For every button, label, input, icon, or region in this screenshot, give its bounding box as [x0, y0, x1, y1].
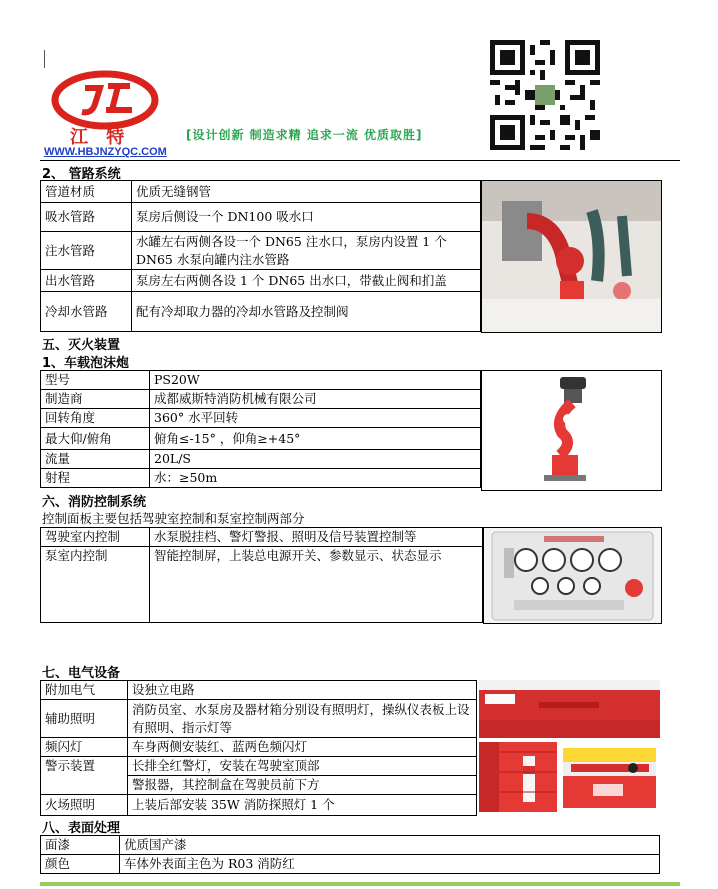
row-value: 配有冷却取力器的冷却水管路及控制阀	[132, 292, 481, 332]
row-label: 频闪灯	[41, 738, 128, 757]
row-value: 水：≥50m	[150, 469, 481, 488]
truck-lights-photo	[479, 680, 660, 738]
row-value: 俯角≤-15° ，仰角≥+45°	[150, 428, 481, 450]
table-row	[41, 232, 481, 270]
row-value: 水罐左右两侧各设一个 DN65 注水口，泵房内设置 1 个 DN65 水泵向罐内注水管路	[132, 232, 481, 270]
brand-name: 江 特	[70, 127, 131, 148]
pipe-table	[40, 180, 481, 332]
row-value: 智能控制屏，上装总电源开关、参数显示、状态显示	[150, 547, 483, 623]
row-label: 制造商	[41, 390, 150, 409]
row-value: 泵房后侧设一个 DN100 吸水口	[132, 203, 481, 232]
table-row	[41, 681, 477, 700]
website-link[interactable]: WWW.HBJNZYQC.COM	[44, 146, 167, 158]
foam-cannon-table	[40, 370, 481, 488]
row-label: 冷却水管路	[41, 292, 132, 332]
row-value: 长排全红警灯，安装在驾驶室顶部	[128, 757, 477, 776]
row-value: 优质无缝钢管	[132, 181, 481, 203]
row-label: 附加电气	[41, 681, 128, 700]
row-label: 警示装置	[41, 757, 128, 795]
row-value: 优质国产漆	[120, 836, 660, 855]
table-row	[41, 450, 481, 469]
row-value: 车身两侧安装红、蓝两色频闪灯	[128, 738, 477, 757]
row-label: 吸水管路	[41, 203, 132, 232]
row-label: 面漆	[41, 836, 120, 855]
table-row	[41, 203, 481, 232]
row-value: 泵房左右两侧各设 1 个 DN65 出水口，带截止阀和扪盖	[132, 270, 481, 292]
row-value: 警报器，其控制盒在驾驶员前下方	[128, 776, 477, 795]
section-title-surface: 八、表面处理	[42, 821, 121, 836]
row-label: 最大仰/俯角	[41, 428, 150, 450]
row-label: 射程	[41, 469, 150, 488]
section-title-pipe: 2、 管路系统	[42, 167, 121, 182]
control-table	[40, 527, 483, 623]
row-value: 360° 水平回转	[150, 409, 481, 428]
row-label: 注水管路	[41, 232, 132, 270]
table-row	[41, 181, 481, 203]
row-label: 出水管路	[41, 270, 132, 292]
table-row	[41, 547, 483, 623]
row-value: 消防员室、水泵房及器材箱分别设有照明灯，操纵仪表板上设有照明、指示灯等	[128, 700, 477, 738]
text-cursor	[44, 50, 45, 68]
row-value: 设独立电路	[128, 681, 477, 700]
row-value: 20L/S	[150, 450, 481, 469]
table-row	[41, 795, 477, 816]
row-label: 型号	[41, 371, 150, 390]
table-row	[41, 292, 481, 332]
row-label: 火场照明	[41, 795, 128, 816]
slogan: [设计创新 制造求精 追求一流 优质取胜]	[186, 128, 423, 142]
table-row	[41, 469, 481, 488]
table-row	[41, 738, 477, 757]
row-value: 车体外表面主色为 R03 消防红	[120, 855, 660, 874]
row-label: 回转角度	[41, 409, 150, 428]
warning-lightbar-photo	[563, 748, 656, 808]
table-row	[41, 409, 481, 428]
table-row	[41, 371, 481, 390]
row-label: 辅助照明	[41, 700, 128, 738]
strobe-light-photo	[479, 742, 557, 812]
table-row	[41, 836, 660, 855]
row-value: PS20W	[150, 371, 481, 390]
table-row	[41, 270, 481, 292]
row-value: 水泵脱挂档、警灯警报、照明及信号装置控制等	[150, 528, 483, 547]
row-label: 颜色	[41, 855, 120, 874]
section-title-electric: 七、电气设备	[42, 666, 121, 681]
section-title-fire: 五、灭火装置	[42, 338, 121, 353]
control-panel-photo	[483, 527, 662, 624]
row-label: 流量	[41, 450, 150, 469]
table-row	[41, 428, 481, 450]
header-rule	[40, 160, 680, 161]
surface-table	[40, 835, 660, 874]
table-row	[41, 757, 477, 776]
foam-cannon-photo	[481, 370, 662, 491]
table-row	[41, 390, 481, 409]
control-intro: 控制面板主要包括驾驶室控制和泵室控制两部分	[42, 511, 305, 526]
electric-table	[40, 680, 477, 816]
subsection-title-foam-cannon: 1、车载泡沫炮	[42, 356, 130, 371]
row-value: 成都威斯特消防机械有限公司	[150, 390, 481, 409]
row-label: 管道材质	[41, 181, 132, 203]
row-value: 上装后部安装 35W 消防探照灯 1 个	[128, 795, 477, 816]
table-row	[41, 855, 660, 874]
table-row	[41, 700, 477, 738]
row-label: 泵室内控制	[41, 547, 150, 623]
footer-bar	[40, 882, 680, 886]
table-row	[41, 528, 483, 547]
row-label: 驾驶室内控制	[41, 528, 150, 547]
section-title-control: 六、消防控制系统	[42, 495, 147, 510]
pipe-photo	[481, 180, 662, 333]
qr-code	[490, 40, 600, 150]
